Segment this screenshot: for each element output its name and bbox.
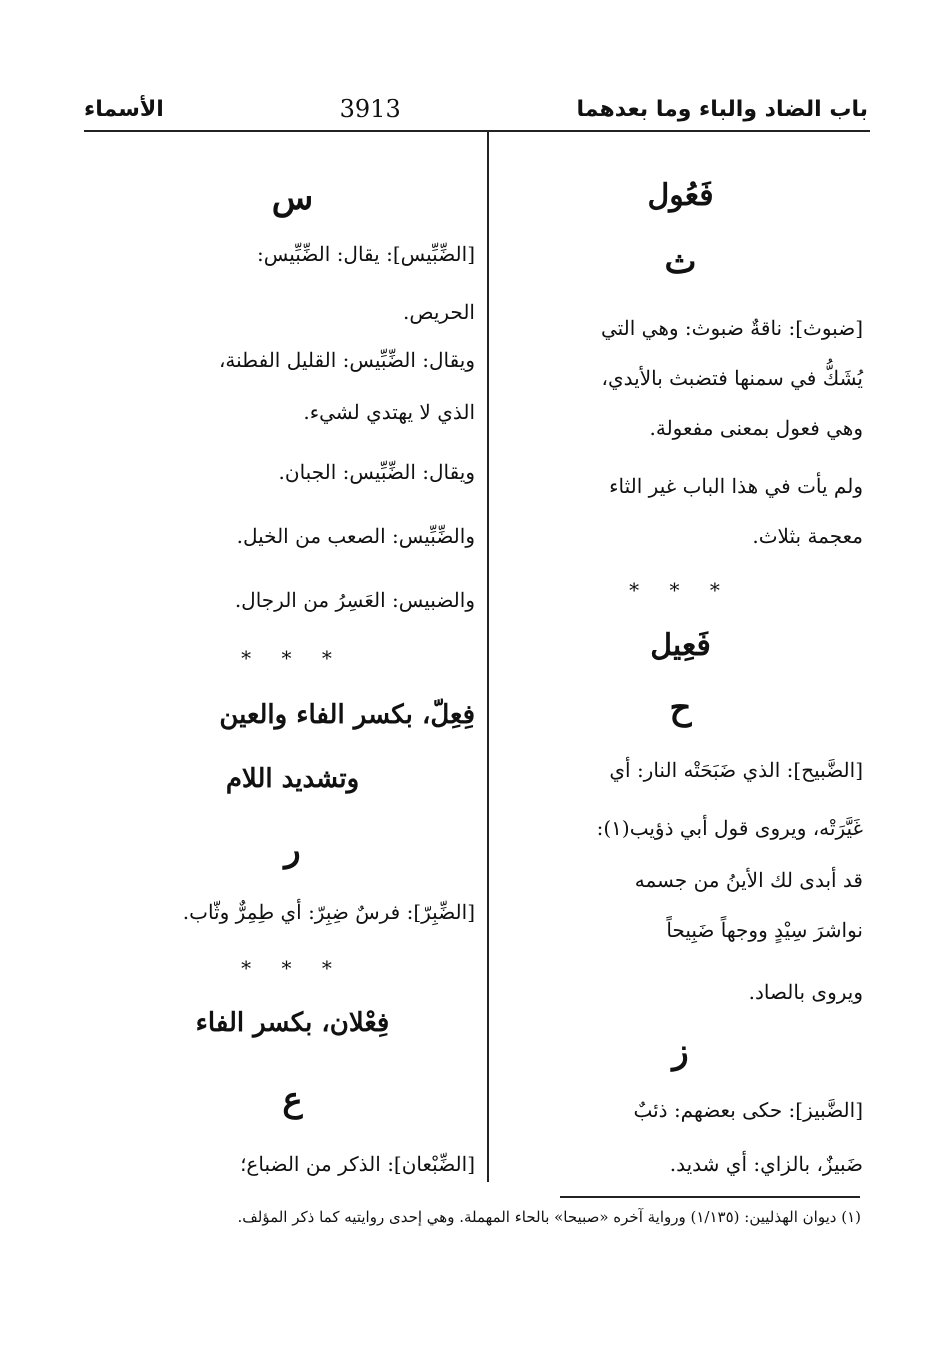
letter-heading-zay: ز — [672, 1032, 689, 1072]
verse-line: نواشرَ سِيْدٍ ووجهاً ضَبِيحاً — [666, 918, 863, 942]
pattern-heading-faul: فَعُول — [647, 178, 714, 213]
pattern-heading-fail: فَعِيل — [650, 628, 711, 663]
header-rule — [84, 130, 870, 132]
section-separator: * * * — [241, 956, 344, 980]
letter-heading-tha: ث — [664, 242, 697, 282]
entry-line: وهي فعول بمعنى مفعولة. — [649, 416, 863, 440]
header-section-title: الأسماء — [84, 96, 164, 122]
entry-line: ويروى بالصاد. — [748, 980, 863, 1004]
entry-line: ويقال: الضِّبِّيس: الجبان. — [278, 460, 475, 484]
entry-line: [الضَّبيز]: حكى بعضهم: ذئبٌ — [633, 1098, 863, 1122]
pattern-heading-fill: فِعِلّ، بكسر الفاء والعين — [219, 700, 475, 730]
entry-line: [الضَّبيح]: الذي ضَبَحَتْه النار: أي — [609, 758, 863, 782]
entry-line: الذي لا يهتدي لشيء. — [303, 400, 475, 424]
note-line: معجمة بثلاث. — [752, 524, 863, 548]
pattern-heading-fill-continued: وتشديد اللام — [225, 764, 360, 794]
entry-line: الحريص. — [402, 300, 475, 324]
entry-line: يُشَكُّ في سمنها فتضبث بالأيدي، — [601, 366, 863, 390]
note-line: ولم يأت في هذا الباب غير الثاء — [609, 474, 863, 498]
entry-line: [الضِّبِرّ]: فرسٌ ضِبِرّ: أي طِمِرٌّ وثّاب. — [182, 900, 475, 924]
footnote: (١) ديوان الهذليين: (١/١٣٥) ورواية آخره «صبيحا» بالحاء المهملة. وهي إحدى روايتيه كما ذكر المؤلف. — [237, 1208, 861, 1226]
running-header — [84, 86, 868, 132]
entry-line: والضِّبِّيس: الصعب من الخيل. — [236, 524, 475, 548]
column-divider — [487, 132, 489, 1182]
entry-line: ضَبيزٌ، بالزاي: أي شديد. — [669, 1152, 863, 1176]
section-separator: * * * — [629, 578, 732, 602]
page-number: 3913 — [339, 95, 401, 123]
entry-line: ويقال: الضِّبِّيس: القليل الفطنة، — [218, 348, 475, 372]
entry-line: [الضِّبْعان]: الذكر من الضباع؛ — [240, 1152, 475, 1176]
letter-heading-ra: ر — [284, 830, 301, 870]
letter-heading-ha: ح — [669, 688, 692, 728]
entry-line: والضبيس: العَسِرُ من الرجال. — [234, 588, 475, 612]
entry-line: غَيَّرَتْه، ويروى قول أبي ذؤيب(١): — [596, 816, 863, 840]
letter-heading-sin: س — [271, 178, 314, 218]
pattern-heading-filan: فِعْلان، بكسر الفاء — [195, 1008, 390, 1038]
section-separator: * * * — [241, 646, 344, 670]
footnote-rule — [560, 1196, 860, 1198]
letter-heading-ayn: ع — [282, 1080, 303, 1120]
header-chapter-title: باب الضاد والباء وما بعدهما — [576, 96, 868, 122]
entry-line: [الضِّبِّيس]: يقال: الضِّبِّيس: — [257, 242, 475, 266]
verse-line: قد أبدى لك الأينُ من جسمه — [634, 868, 863, 892]
entry-line: [ضبوث]: ناقةٌ ضبوث: وهي التي — [600, 316, 863, 340]
